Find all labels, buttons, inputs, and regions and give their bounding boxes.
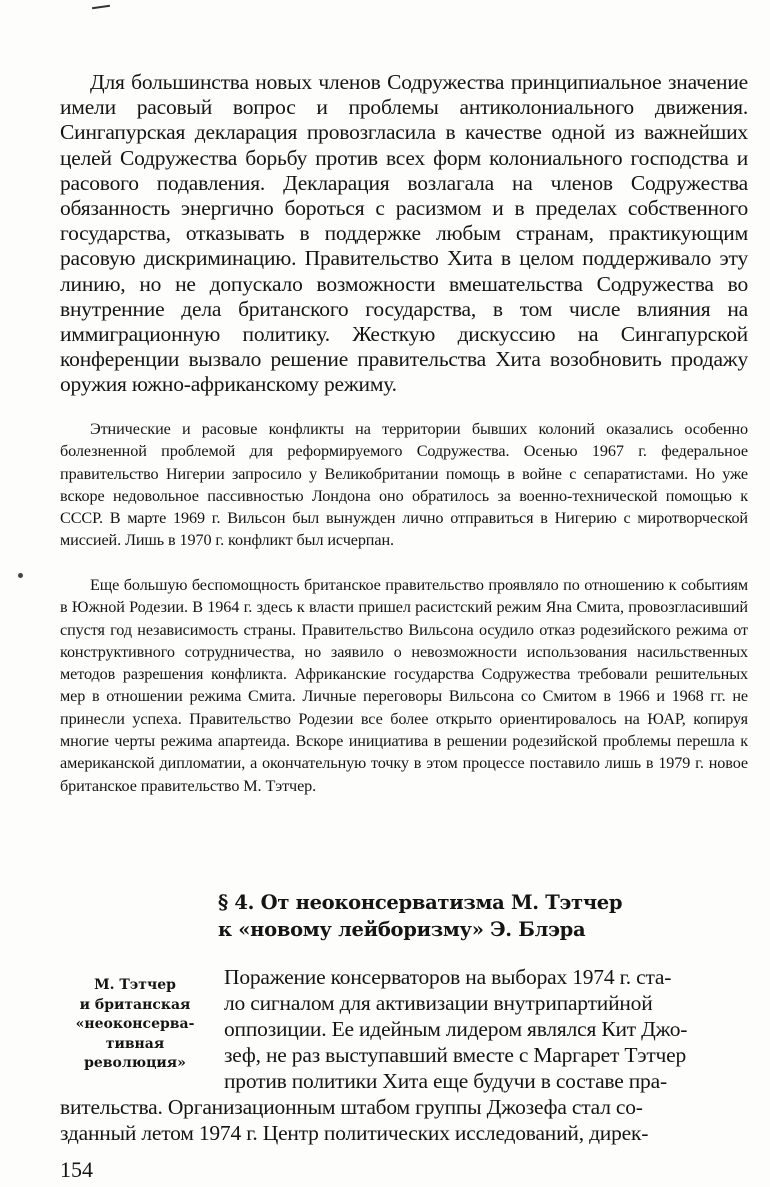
text-line: против политики Хита еще будучи в составе пра-	[224, 1069, 667, 1093]
section-heading-line: к «новому лейборизму» Э. Блэра	[218, 918, 586, 941]
page-number: 154	[60, 1157, 93, 1182]
text-line: зданный летом 1974 г. Центр политических исследований, дирек-	[60, 1121, 649, 1145]
margin-note-line: революция»	[84, 1055, 186, 1071]
paragraph-commonwealth-race: Для большинства новых членов Содружества принципиальное значение имели расовый вопрос и проблемы антиколониального движения. Сингапурская декларация провозгласила в качестве одной из важнейших целей Содружества борьбу против всех форм колониального господства и расового подавления. Декларация возлагала на членов Содружества обязанность энергично бороться с расизмом и в пределах собственного государства, отказывать в поддержке любым странам, практикующим расовую дискриминацию. Правительство Хита в целом поддерживало эту линию, но не допускало возможности вмешательства Содружества во внутренние дела британского государства, в том числе влияния на иммиграционную политику. Жесткую дискуссию на Сингапурской конференции вызвало решение правительства Хита возобновить продажу оружия южно-африканскому режиму.	[60, 70, 748, 397]
text-line: Поражение консерваторов на выборах 1974 г. ста-	[224, 965, 672, 989]
margin-note-line: М. Тэтчер	[94, 977, 176, 993]
text-line: оппозиции. Ее идейным лидером являлся Кит Джо-	[224, 1017, 688, 1041]
text-line: вительства. Организационным штабом группы Джозефа стал со-	[60, 1095, 643, 1119]
paragraph-rhodesia: Еще большую беспомощность британское правительство проявляло по отношению к событиям в Южной Родезии. В 1964 г. здесь к власти пришел расистский режим Яна Смита, провозгласивший спустя год независимость страны. Правительство Вильсона осудило отказ родезийского режима от конструктивного сотрудничества, но заявило о невозможности использования насильственных методов разрешения конфликта. Африканские государства Содружества требовали решительных мер в отношении режима Смита. Личные переговоры Вильсона со Смитом в 1966 и 1968 гг. не принесли успеха. Правительство Родезии все более открыто ориентировалось на ЮАР, копируя многие черты режима апартеида. Вскоре инициатива в решении родезийской проблемы перешла к американской дипломатии, а окончательную точку в этом процессе поставило лишь в 1979 г. новое британское правительство М. Тэтчер.	[60, 576, 748, 795]
scan-mark	[92, 5, 110, 9]
scan-dot	[18, 573, 23, 578]
paragraph-ethnic-conflicts: Этнические и расовые конфликты на территории бывших колоний оказались особенно болезненной проблемой для реформируемого Содружества. Осенью 1967 г. федеральное правительство Нигерии запросило у Великобритании помощь в войне с сепаратистами. Но уже вскоре недовольное пассивностью Лондона оно обратилось за военно-технической помощью к СССР. В марте 1969 г. Вильсон был вынужден лично отправиться в Нигерию с миротворческой миссией. Лишь в 1970 г. конфликт был исчерпан.	[60, 420, 748, 550]
section-heading	[218, 889, 698, 943]
section-heading-line: § 4. От неоконсерватизма М. Тэтчер	[218, 891, 623, 914]
text-line: зеф, не раз выступавший вместе с Маргарет Тэтчер	[224, 1043, 687, 1067]
margin-note	[60, 976, 210, 1074]
margin-note-line: тивная	[105, 1035, 165, 1052]
margin-note-line: и британская	[79, 996, 191, 1013]
text-line: ло сигналом для активизации внутрипартийной	[224, 991, 653, 1015]
margin-note-line: «неоконсерва-	[75, 1016, 195, 1032]
